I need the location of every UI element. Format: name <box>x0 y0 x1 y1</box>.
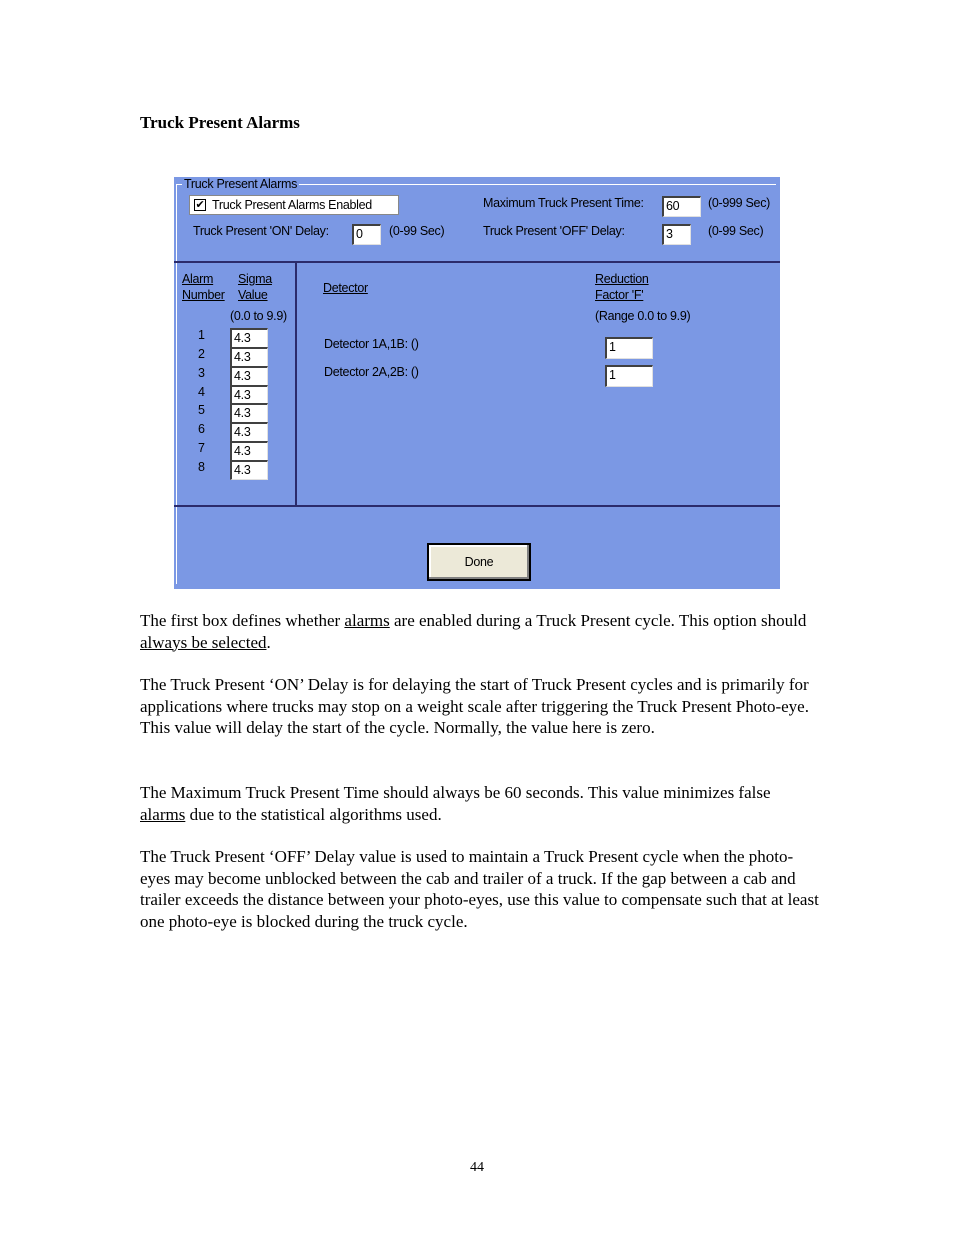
sigma-input[interactable]: 4.3 <box>230 460 268 480</box>
column-divider <box>295 263 297 505</box>
alarm-number: 6 <box>198 422 205 436</box>
alarm-number: 1 <box>198 328 205 342</box>
section-heading: Truck Present Alarms <box>140 113 300 132</box>
sigma-range: (0.0 to 9.9) <box>230 309 287 323</box>
sigma-header-line1: Sigma <box>238 272 272 286</box>
max-time-label: Maximum Truck Present Time: <box>483 196 644 210</box>
alarm-number: 2 <box>198 347 205 361</box>
alarm-header-line2: Number <box>182 288 225 302</box>
sigma-input[interactable]: 4.3 <box>230 347 268 367</box>
alarm-number: 5 <box>198 403 205 417</box>
alarms-enabled-label: Truck Present Alarms Enabled <box>212 198 372 212</box>
p1-text-a: The first box defines whether <box>140 611 345 630</box>
alarms-enabled-checkbox[interactable] <box>189 195 399 215</box>
on-delay-range: (0-99 Sec) <box>389 224 445 238</box>
p1-link-always-selected[interactable]: always be selected <box>140 632 267 652</box>
top-divider <box>174 261 780 263</box>
reduction-factor-input[interactable]: 1 <box>605 365 653 387</box>
p1-text-e: . <box>266 632 271 652</box>
on-delay-label: Truck Present 'ON' Delay: <box>193 224 329 238</box>
reduction-header-line2: Factor 'F' <box>595 288 644 302</box>
group-label: Truck Present Alarms <box>184 177 298 191</box>
max-time-range: (0-999 Sec) <box>708 196 771 210</box>
alarm-header-line1: Alarm <box>182 272 214 286</box>
alarm-number: 4 <box>198 385 205 399</box>
paragraph-4: The Truck Present ‘OFF’ Delay value is used to maintain a Truck Present cycle when the photo-eyes may become unblocked between the cab and trailer of a truck. If the gap between a cab and trailer exceeds the distance between your photo-eyes, use this value to compensate such that at least one photo-eye is blocked during the truck cycle. <box>140 847 819 931</box>
p1-link-alarms[interactable]: alarms <box>344 611 390 630</box>
done-button[interactable]: Done <box>427 543 531 581</box>
off-delay-range: (0-99 Sec) <box>708 224 764 238</box>
p3-link-alarms[interactable]: alarms <box>140 804 186 824</box>
p1-text-c: are enabled during a Truck Present cycle. This option should <box>389 611 807 630</box>
group-border-left <box>176 184 177 584</box>
alarm-number: 3 <box>198 366 205 380</box>
p3-text-a: The Maximum Truck Present Time should always be 60 seconds. This value minimizes false <box>140 783 771 802</box>
p3-text-c: due to the statistical algorithms used. <box>185 804 442 824</box>
sigma-input[interactable]: 4.3 <box>230 422 268 442</box>
alarm-number: 8 <box>198 460 205 474</box>
max-time-input[interactable]: 60 <box>662 196 701 217</box>
bottom-divider <box>174 505 780 507</box>
detector-name: Detector 2A,2B: () <box>324 365 419 379</box>
checkbox-check-icon[interactable]: ✔ <box>195 199 205 211</box>
paragraph-1 <box>140 610 820 653</box>
sigma-input[interactable]: 4.3 <box>230 403 268 423</box>
detector-header: Detector <box>323 281 368 295</box>
off-delay-input[interactable]: 3 <box>662 224 691 245</box>
detector-name: Detector 1A,1B: () <box>324 337 419 351</box>
paragraph-2: The Truck Present ‘ON’ Delay is for delaying the start of Truck Present cycles and is primarily for applications where trucks may stop on a weight scale after triggering the Truck Present Photo-eye. This value will delay the start of the cycle. Normally, the value here is zero. <box>140 675 809 737</box>
reduction-header-line1: Reduction <box>595 272 649 286</box>
sigma-input[interactable]: 4.3 <box>230 385 268 405</box>
reduction-range: (Range 0.0 to 9.9) <box>595 309 691 323</box>
sigma-header-line2: Value <box>238 288 268 302</box>
reduction-factor-input[interactable]: 1 <box>605 337 653 359</box>
off-delay-label: Truck Present 'OFF' Delay: <box>483 224 625 238</box>
on-delay-input[interactable]: 0 <box>352 224 381 245</box>
sigma-input[interactable]: 4.3 <box>230 441 268 461</box>
sigma-input[interactable]: 4.3 <box>230 328 268 348</box>
sigma-input[interactable]: 4.3 <box>230 366 268 386</box>
alarm-number: 7 <box>198 441 205 455</box>
page-number: 44 <box>470 1160 484 1175</box>
truck-present-alarms-dialog <box>174 177 780 589</box>
paragraph-3 <box>140 782 820 825</box>
